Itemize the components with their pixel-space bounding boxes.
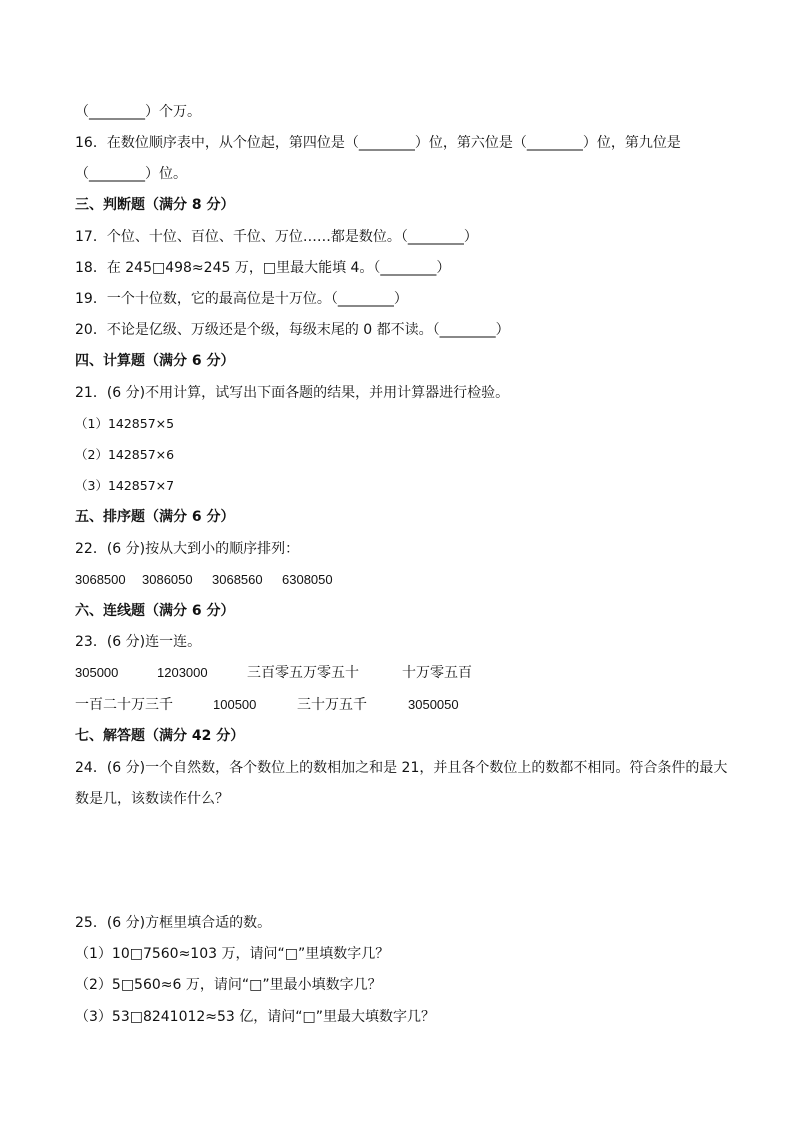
match-item: 三十万五千 xyxy=(297,697,367,713)
question-21-part-1: （1）142857×5 xyxy=(75,416,175,431)
match-item: 305000 xyxy=(75,665,119,680)
question-21-part-2: （2）142857×6 xyxy=(75,447,175,462)
sort-number: 3086050 xyxy=(142,572,193,587)
question-24: 24．(6 分)一个自然数，各个数位上的数相加之和是 21，并且各个数位上的数都不相同。符合条件的最大 xyxy=(75,760,728,776)
match-item: 三百零五万零五十 xyxy=(247,665,359,681)
question-25-part-3: （3）53□8241012≈53 亿，请问“□”里最大填数字几？ xyxy=(75,1009,436,1025)
question-23: 23．(6 分)连一连。 xyxy=(75,634,202,650)
question-25-part-2: （2）5□560≈6 万，请问“□”里最小填数字几？ xyxy=(75,977,382,993)
sort-number: 6308050 xyxy=(282,572,333,587)
question-18: 18．在 245□498≈245 万，□里最大能填 4。（________） xyxy=(75,260,451,276)
question-20: 20．不论是亿级、万级还是个级，每级末尾的 0 都不读。（________） xyxy=(75,322,510,338)
question-21: 21．(6 分)不用计算，试写出下面各题的结果，并用计算器进行检验。 xyxy=(75,385,510,401)
match-item: 1203000 xyxy=(157,665,208,680)
section-heading-judgment: 三、判断题（满分 8 分） xyxy=(75,197,235,213)
sort-number: 3068560 xyxy=(212,572,263,587)
match-item: 3050050 xyxy=(408,697,459,712)
question-19: 19．一个十位数，它的最高位是十万位。（________） xyxy=(75,291,408,307)
question-16-continuation: （________）位。 xyxy=(75,166,187,182)
question-24-continuation: 数是几，该数读作什么？ xyxy=(75,791,229,807)
question-17: 17．个位、十位、百位、千位、万位……都是数位。（________） xyxy=(75,229,478,245)
question-22: 22．(6 分)按从大到小的顺序排列： xyxy=(75,541,300,557)
match-item: 十万零五百 xyxy=(402,665,472,681)
section-heading-ordering: 五、排序题（满分 6 分） xyxy=(75,509,235,525)
question-25-part-1: （1）10□7560≈103 万，请问“□”里填数字几？ xyxy=(75,946,390,962)
question-15-continuation: （________）个万。 xyxy=(75,104,201,120)
match-item: 100500 xyxy=(213,697,257,712)
match-item: 一百二十万三千 xyxy=(75,697,173,713)
section-heading-matching: 六、连线题（满分 6 分） xyxy=(75,603,235,619)
question-16: 16．在数位顺序表中，从个位起，第四位是（________）位，第六位是（________）位，第九位是 xyxy=(75,135,681,151)
section-heading-calculation: 四、计算题（满分 6 分） xyxy=(75,353,235,369)
section-heading-answers: 七、解答题（满分 42 分） xyxy=(75,728,245,744)
question-21-part-3: （3）142857×7 xyxy=(75,478,175,493)
sort-number: 3068500 xyxy=(75,572,126,587)
question-25: 25．(6 分)方框里填合适的数。 xyxy=(75,915,272,931)
